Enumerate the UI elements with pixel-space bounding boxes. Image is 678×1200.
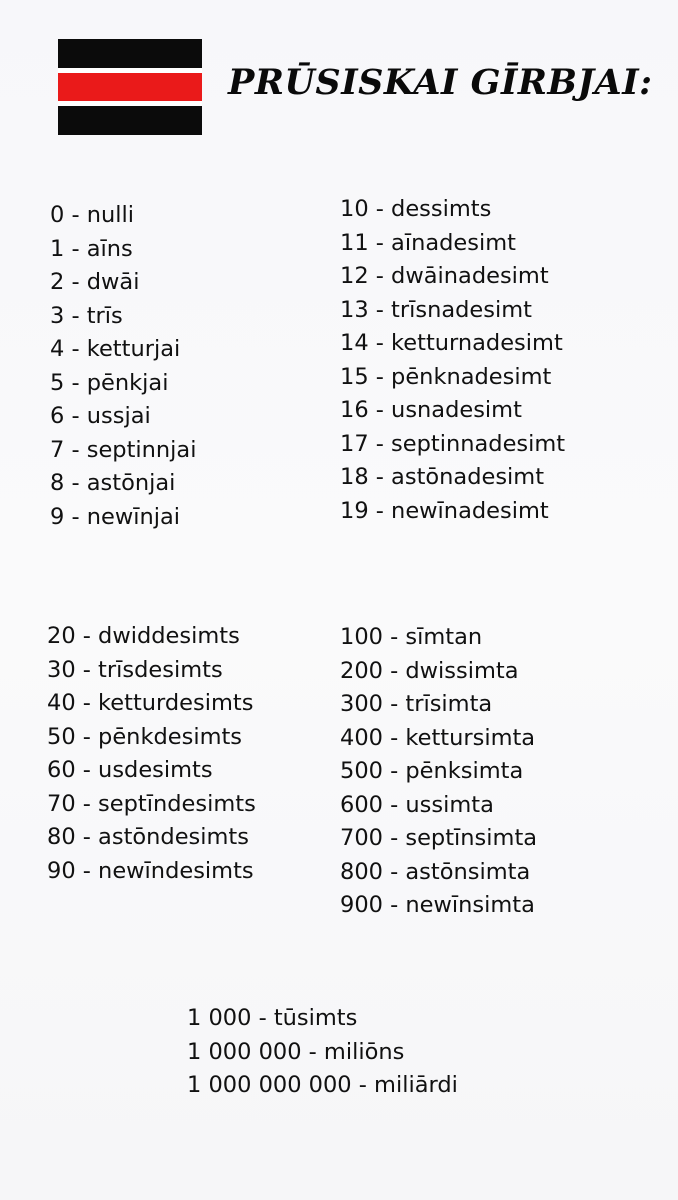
list-item: 400 - kettursimta bbox=[340, 724, 536, 751]
list-item: 8 - astōnjai bbox=[50, 470, 176, 496]
flag-stripe-middle bbox=[58, 73, 202, 102]
list-item: 5 - pēnkjai bbox=[50, 369, 169, 396]
list-item: 9 - newīnjai bbox=[50, 503, 181, 530]
hundreds-list bbox=[340, 621, 537, 923]
list-item: 1 000 000 000 - miliārdi bbox=[187, 1072, 458, 1098]
list-item: 0 - nulli bbox=[50, 202, 135, 228]
list-item: 2 - dwāi bbox=[50, 269, 140, 295]
tens-list bbox=[47, 620, 256, 888]
list-item: 200 - dwissimta bbox=[340, 657, 519, 684]
list-item: 600 - ussimta bbox=[340, 791, 494, 818]
list-item: 15 - pēnknadesimt bbox=[340, 363, 552, 390]
list-item: 4 - ketturjai bbox=[50, 336, 181, 362]
list-item: 11 - aīnadesimt bbox=[340, 229, 516, 256]
list-item: 19 - newīnadesimt bbox=[340, 497, 549, 524]
units-list bbox=[50, 199, 196, 534]
list-item: 80 - astōndesimts bbox=[47, 824, 249, 850]
list-item: 1 000 - tūsimts bbox=[187, 1005, 358, 1031]
list-item: 900 - newīnsimta bbox=[340, 892, 535, 918]
list-item: 14 - ketturnadesimt bbox=[340, 330, 563, 356]
list-item: 16 - usnadesimt bbox=[340, 397, 522, 423]
large-numbers-list bbox=[187, 1002, 458, 1103]
list-item: 100 - sīmtan bbox=[340, 624, 483, 650]
teens-list bbox=[340, 193, 565, 528]
list-item: 90 - newīndesimts bbox=[47, 857, 254, 884]
flag-stripe-bottom bbox=[58, 106, 202, 135]
list-item: 7 - septinnjai bbox=[50, 436, 197, 463]
list-item: 500 - pēnksimta bbox=[340, 758, 524, 784]
list-item: 20 - dwiddesimts bbox=[47, 623, 240, 649]
list-item: 40 - ketturdesimts bbox=[47, 690, 254, 716]
list-item: 60 - usdesimts bbox=[47, 757, 213, 783]
list-item: 18 - astōnadesimt bbox=[340, 464, 545, 490]
list-item: 700 - septīnsimta bbox=[340, 825, 538, 851]
page-title: PRŪSISKAI GĪRBJAI: bbox=[228, 62, 653, 103]
list-item: 1 000 000 - miliōns bbox=[187, 1038, 405, 1065]
list-item: 12 - dwāinadesimt bbox=[340, 263, 549, 289]
list-item: 6 - ussjai bbox=[50, 403, 151, 429]
list-item: 10 - dessimts bbox=[340, 196, 492, 222]
list-item: 17 - septinnadesimt bbox=[340, 430, 566, 457]
list-item: 1 - aīns bbox=[50, 235, 133, 262]
list-item: 300 - trīsimta bbox=[340, 691, 493, 717]
list-item: 50 - pēnkdesimts bbox=[47, 723, 243, 750]
prussian-flag bbox=[58, 39, 202, 135]
list-item: 13 - trīsnadesimt bbox=[340, 296, 532, 323]
list-item: 800 - astōnsimta bbox=[340, 858, 531, 885]
list-item: 70 - septīndesimts bbox=[47, 790, 256, 817]
flag-stripe-top bbox=[58, 39, 202, 68]
list-item: 3 - trīs bbox=[50, 302, 123, 329]
list-item: 30 - trīsdesimts bbox=[47, 656, 223, 683]
